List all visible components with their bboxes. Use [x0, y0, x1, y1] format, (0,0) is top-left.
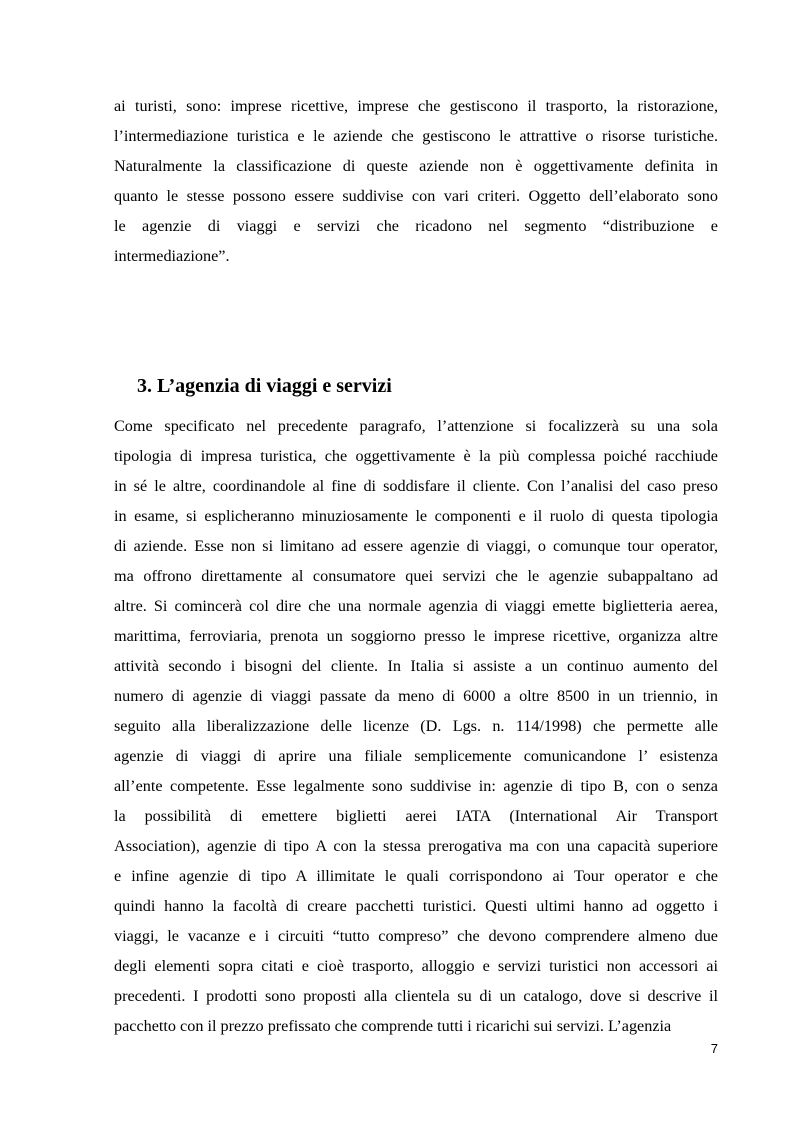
text-line: intermediazione”. [114, 247, 230, 265]
text-line: Come specificato nel precedente paragrafo, l’attenzione si focalizzerà su una sola [114, 417, 718, 435]
text-line: all’ente competente. Esse legalmente sono suddivise in: agenzie di tipo B, con o senza [114, 777, 718, 795]
text-line: di aziende. Esse non si limitano ad essere agenzie di viaggi, o comunque tour operator, [114, 537, 718, 555]
text-line: le agenzie di viaggi e servizi che ricadono nel segmento “distribuzione e [114, 217, 718, 235]
text-line: degli elementi sopra citati e cioè trasporto, alloggio e servizi turistici non accessori ai [114, 957, 718, 975]
text-line: pacchetto con il prezzo prefissato che comprende tutti i ricarichi sui servizi. L’agenzia [114, 1017, 672, 1035]
text-line: ma offrono direttamente al consumatore quei servizi che le agenzie subappaltano ad [114, 567, 718, 585]
text-line: marittima, ferroviaria, prenota un soggiorno presso le imprese ricettive, organizza altre [114, 627, 718, 645]
text-line: viaggi, le vacanze e i circuiti “tutto compreso” che devono comprendere almeno due [114, 927, 718, 945]
text-line: agenzie di viaggi di aprire una filiale semplicemente comunicandone l’ esistenza [114, 747, 718, 765]
section-number: 3. [137, 375, 152, 397]
text-line: la possibilità di emettere biglietti aerei IATA (International Air Transport [114, 807, 718, 825]
text-line: quindi hanno la facoltà di creare pacchetti turistici. Questi ultimi hanno ad oggetto i [114, 897, 718, 915]
text-line: Association), agenzie di tipo A con la stessa prerogativa ma con una capacità superiore [114, 837, 718, 855]
text-line: tipologia di impresa turistica, che oggettivamente è la più complessa poiché racchiude [114, 447, 718, 465]
text-line: ai turisti, sono: imprese ricettive, imprese che gestiscono il trasporto, la ristorazione, [114, 97, 718, 115]
text-line: attività secondo i bisogni del cliente. In Italia si assiste a un continuo aumento del [114, 657, 718, 675]
text-line: seguito alla liberalizzazione delle licenze (D. Lgs. n. 114/1998) che permette alle [114, 717, 718, 735]
page-number: 7 [710, 1041, 718, 1056]
text-line: in esame, si esplicheranno minuziosamente le componenti e il ruolo di questa tipologia [114, 507, 718, 525]
text-line: in sé le altre, coordinandole al fine di soddisfare il cliente. Con l’analisi del caso preso [114, 477, 718, 495]
text-line: l’intermediazione turistica e le aziende che gestiscono le attrattive o risorse turistiche. [114, 127, 718, 145]
paragraph-intro [114, 91, 718, 271]
text-line: numero di agenzie di viaggi passate da meno di 6000 a oltre 8500 in un triennio, in [114, 687, 718, 705]
section-title: L’agenzia di viaggi e servizi [157, 375, 392, 397]
text-line: altre. Si comincerà col dire che una normale agenzia di viaggi emette biglietteria aerea, [114, 597, 718, 615]
section-heading [137, 371, 392, 401]
text-line: e infine agenzie di tipo A illimitate le quali corrispondono ai Tour operator e che [114, 867, 718, 885]
text-line: precedenti. I prodotti sono proposti alla clientela su di un catalogo, dove si descrive il [114, 987, 718, 1005]
text-line: quanto le stesse possono essere suddivise con vari criteri. Oggetto dell’elaborato sono [114, 187, 718, 205]
text-line: Naturalmente la classificazione di queste aziende non è oggettivamente definita in [114, 157, 718, 175]
paragraph-agency [114, 411, 718, 1041]
